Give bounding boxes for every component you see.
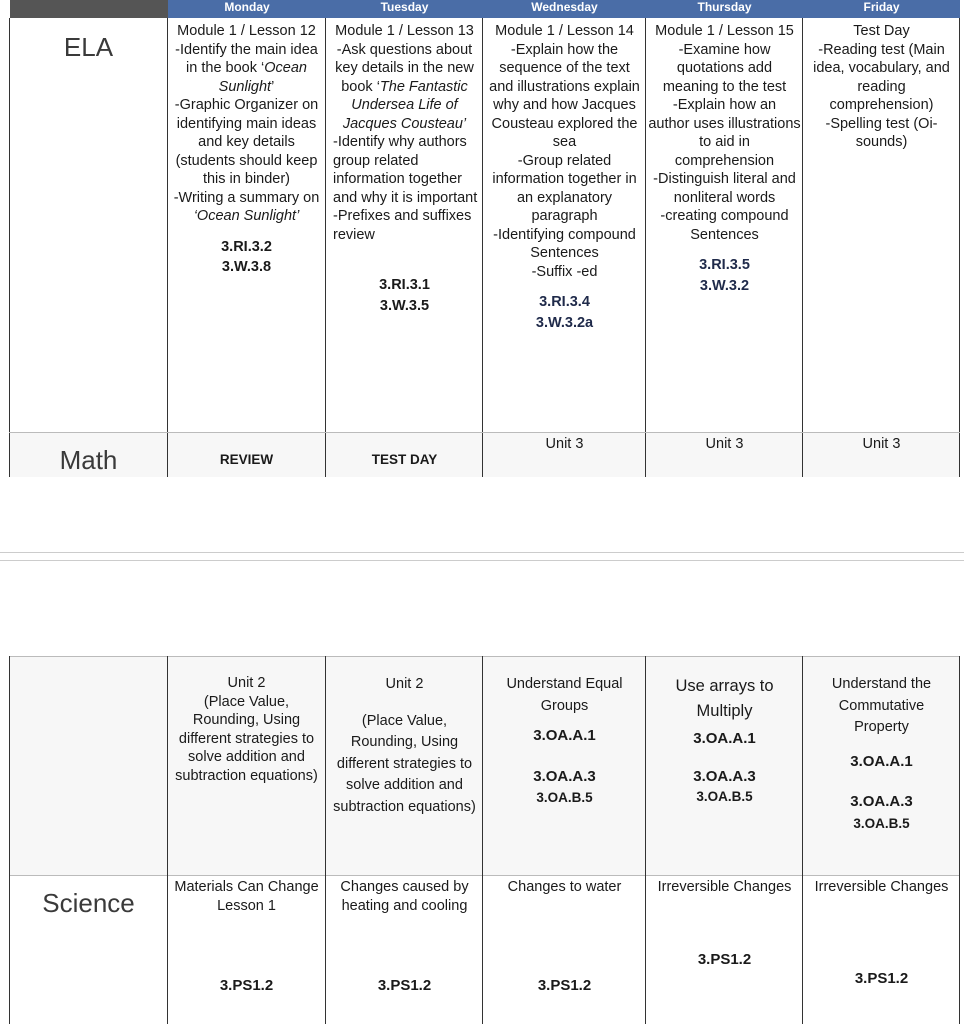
header-thursday: Thursday [646, 0, 803, 18]
ela-friday-cell [803, 22, 960, 152]
ela-line: -Graphic Organizer on [174, 97, 319, 113]
standard-code: 3.OA.A.1 [533, 727, 596, 744]
standard-code: 3.W.3.2a [535, 314, 594, 331]
grid-line [9, 875, 960, 876]
standard-code: 3.W.3.2 [699, 277, 750, 294]
ela-line: -Examine how [678, 41, 771, 58]
ela-line: quotations add [676, 60, 773, 76]
ela-line: reading [857, 78, 906, 95]
ela-line: information together in [492, 171, 637, 187]
science-monday-cell [168, 878, 325, 915]
ela-line: -Prefixes and suffixes [333, 208, 472, 224]
science-monday-code-cell [168, 977, 325, 996]
math-monday: REVIEW [219, 452, 274, 467]
math2-friday-cell [803, 674, 960, 834]
math2-line: Multiply [696, 702, 753, 720]
ela-line: in the book ‘ [186, 60, 265, 76]
ela-line: comprehension [674, 152, 775, 169]
math2-line: Unit 2 [227, 675, 266, 691]
science-wednesday-cell [483, 878, 646, 897]
science-wednesday-code-cell [483, 977, 646, 996]
science-tuesday-cell [326, 878, 483, 915]
math2-line: Property [854, 719, 909, 735]
standard-code: 3.RI.3.2 [221, 238, 272, 255]
standard-code: 3.PS1.2 [377, 977, 432, 994]
ela-line: and why it is important [333, 189, 478, 206]
standard-code: 3.OA.A.3 [533, 767, 596, 785]
math2-line: Commutative [838, 697, 925, 714]
math2-line: Groups [540, 697, 589, 714]
ela-line: sounds) [855, 134, 908, 150]
ela-line: -Explain how the [510, 41, 619, 58]
ela-line: -Identify the main idea [175, 41, 318, 58]
standard-code: 3.OA.A.1 [693, 730, 756, 747]
ela-line: idea, vocabulary, and [813, 60, 950, 76]
math2-thursday-cell [646, 674, 803, 807]
ela-line: information together [333, 171, 462, 187]
science-tuesday-code-cell [326, 977, 483, 996]
ela-line: Module 1 / Lesson 12 [177, 23, 316, 39]
standard-code: 3.PS1.2 [697, 951, 752, 968]
standard-code: 3.RI.3.5 [699, 257, 750, 273]
standard-code: 3.PS1.2 [219, 977, 274, 994]
math2-line: different strategies to [178, 730, 315, 747]
ela-monday-cell [168, 22, 325, 277]
math2-line: different strategies to [336, 755, 473, 772]
grid-line [9, 18, 10, 477]
math-tuesday: TEST DAY [371, 452, 438, 467]
ela-line: comprehension) [829, 97, 934, 113]
ela-book-title: Undersea Life of [351, 97, 458, 113]
math2-line: (Place Value, [203, 693, 290, 710]
ela-line: (students should keep [175, 152, 318, 169]
standard-code: 3.OA.A.3 [850, 793, 913, 810]
standard-code: 3.OA.A.1 [850, 752, 913, 770]
math2-line: subtraction equations) [175, 767, 318, 784]
ela-line: -Identify why authors [333, 134, 467, 150]
ela-book-title: ‘Ocean Sunlight’ [193, 208, 300, 224]
standard-code: 3.PS1.2 [537, 977, 592, 994]
subject-math: Math [59, 445, 118, 475]
ela-tuesday-cell [326, 22, 483, 315]
science-thursday-cell [646, 878, 803, 897]
ela-line: meaning to the test [662, 78, 787, 95]
ela-line: why and how Jacques [493, 97, 636, 113]
header-monday: Monday [168, 0, 326, 18]
page-separator [0, 560, 964, 561]
standard-code: 3.OA.B.5 [536, 790, 593, 805]
ela-line: -Reading test (Main [818, 41, 945, 58]
science-line: Lesson 1 [217, 897, 276, 914]
ela-line: book ‘ [341, 78, 380, 95]
ela-line: -Spelling test (Oi- [825, 115, 938, 132]
science-friday-code-cell [803, 970, 960, 989]
science-line: Changes caused by [340, 879, 469, 895]
science-line: Irreversible Changes [814, 879, 949, 895]
science-friday-cell [803, 878, 960, 897]
ela-line: this in binder) [202, 171, 291, 187]
ela-line: -Explain how an [672, 97, 777, 113]
science-line: Irreversible Changes [657, 879, 792, 895]
math2-line: subtraction equations) [333, 798, 476, 815]
header-tuesday: Tuesday [326, 0, 483, 18]
math-wednesday: Unit 3 [545, 436, 584, 452]
ela-line: Module 1 / Lesson 15 [655, 23, 794, 39]
math2-line: (Place Value, [361, 712, 448, 729]
ela-line: Sentences [690, 226, 759, 243]
math2-line: solve addition and [346, 777, 463, 793]
ela-line: sequence of the text [499, 60, 630, 76]
math2-line: Unit 2 [385, 676, 424, 692]
math2-line: solve addition and [188, 749, 305, 765]
ela-thursday-cell [646, 22, 803, 295]
math2-tuesday-cell [326, 674, 483, 818]
ela-line: -creating compound [660, 208, 789, 224]
standard-code: 3.RI.3.4 [539, 294, 590, 310]
ela-line: paragraph [531, 208, 598, 224]
math-friday: Unit 3 [862, 436, 901, 452]
ela-line: Test Day [853, 23, 910, 39]
science-line: Materials Can Change [174, 879, 319, 895]
ela-book-title: Jacques Cousteau’ [342, 115, 467, 132]
header-blank [10, 0, 168, 18]
ela-line: review [333, 226, 375, 243]
ela-line: an explanatory [516, 189, 613, 206]
standard-code: 3.OA.A.3 [693, 768, 756, 785]
math-thursday: Unit 3 [705, 436, 744, 452]
ela-line: ’ [271, 78, 275, 95]
page-separator [0, 552, 964, 553]
ela-wednesday-cell [483, 22, 646, 332]
ela-line: -Writing a summary on [173, 189, 320, 206]
ela-line: nonliteral words [673, 189, 776, 206]
science-line: heating and cooling [341, 897, 468, 914]
science-thursday-code-cell [646, 951, 803, 970]
math2-line: Rounding, Using [192, 712, 301, 728]
header-friday: Friday [803, 0, 960, 18]
ela-line: Module 1 / Lesson 13 [335, 23, 474, 39]
standard-code: 3.PS1.2 [854, 970, 909, 987]
ela-book-title: Sunlight [218, 78, 272, 95]
standard-code: 3.OA.B.5 [853, 815, 910, 831]
ela-line: and key details [198, 134, 295, 150]
standard-code: 3.W.3.5 [379, 297, 430, 314]
subject-ela: ELA [63, 32, 114, 62]
standard-code: 3.RI.3.1 [379, 277, 430, 293]
ela-line: key details in the new [335, 60, 474, 76]
ela-book-title: The Fantastic [379, 78, 468, 95]
ela-line: Sentences [530, 245, 599, 261]
ela-line: to aid in [699, 134, 750, 150]
standard-code: 3.W.3.8 [221, 259, 272, 275]
ela-line: identifying main ideas [176, 115, 317, 132]
ela-line: -Ask questions about [336, 41, 473, 58]
math2-line: Understand Equal [506, 676, 623, 692]
ela-line: -Identifying compound [493, 226, 636, 243]
subject-science: Science [42, 888, 135, 918]
science-line: Changes to water [507, 879, 622, 895]
ela-line: -Suffix -ed [531, 263, 598, 280]
ela-line: Cousteau explored the [491, 115, 638, 132]
grid-line [9, 656, 10, 1024]
math2-line: Use arrays to [675, 677, 774, 695]
math2-wednesday-cell [483, 674, 646, 809]
ela-line: -Distinguish literal and [653, 171, 796, 187]
grid-line [9, 432, 960, 433]
math2-monday-cell [168, 674, 325, 785]
math2-line: Understand the [831, 676, 932, 692]
ela-line: group related [333, 152, 419, 169]
math2-line: Rounding, Using [350, 734, 459, 750]
ela-line: sea [552, 134, 577, 150]
ela-line: and illustrations explain [489, 78, 640, 95]
header-wednesday: Wednesday [483, 0, 646, 18]
ela-line: -Group related [517, 152, 612, 169]
ela-book-title: Ocean [264, 60, 307, 76]
standard-code: 3.OA.B.5 [696, 789, 753, 804]
ela-line: author uses illustrations [648, 115, 801, 132]
ela-line: Module 1 / Lesson 14 [495, 23, 634, 39]
